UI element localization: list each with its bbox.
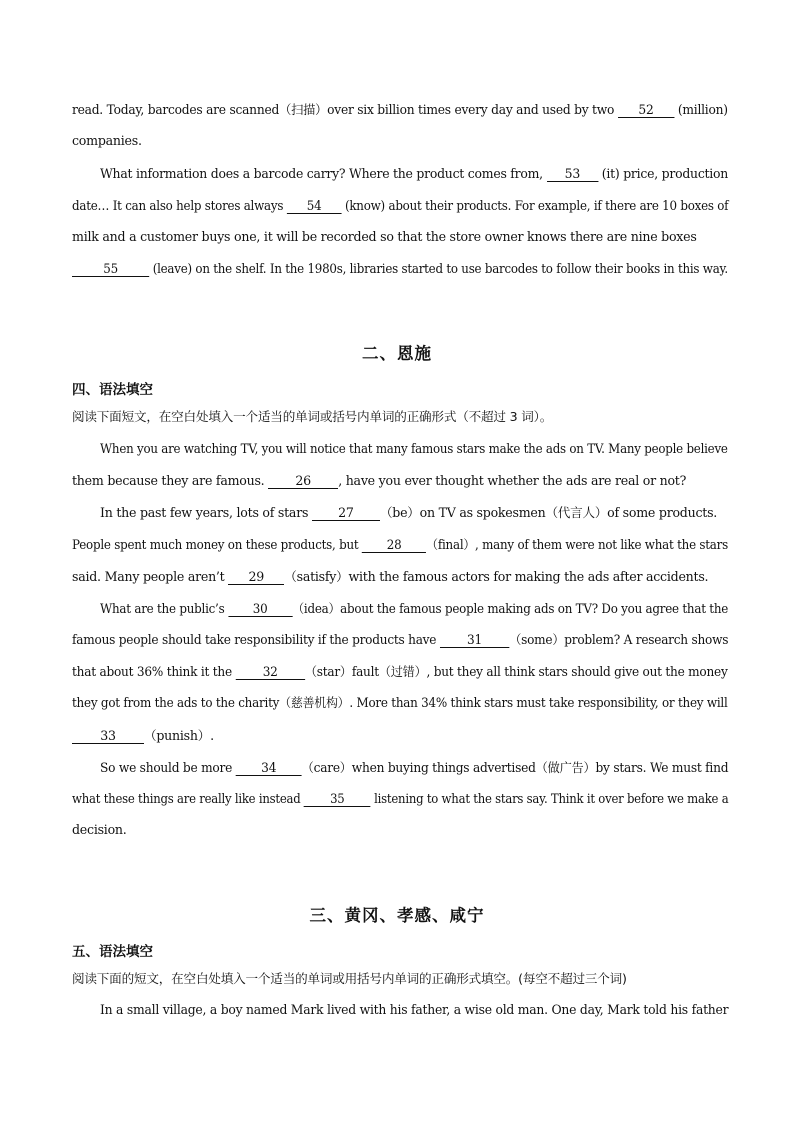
answer-blank-52[interactable]: 52 (618, 103, 674, 118)
answer-blank-34[interactable]: 34 (236, 761, 302, 776)
paragraph-line: What information does a barcode carry? Where the product comes from, 53 (it) price, production (100, 166, 729, 181)
paragraph-line: companies. (72, 133, 142, 148)
answer-blank-30[interactable]: 30 (228, 602, 292, 617)
instruction-text: 阅读下面短文，在空白处填入一个适当的单词或括号内单词的正确形式（不超过 3 词）。 (72, 409, 553, 424)
section-subtitle: 四、语法填空 (72, 382, 153, 398)
paragraph-line: In a small village, a boy named Mark lived with his father, a wise old man. One day, Mark told his father (100, 1002, 729, 1017)
paragraph-line: date… It can also help stores always 54 (know) about their products. For example, if there are 10 boxes of (72, 198, 729, 213)
answer-blank-27[interactable]: 27 (312, 506, 380, 521)
answer-blank-29[interactable]: 29 (228, 570, 284, 585)
paragraph-line: In the past few years, lots of stars 27 （be）on TV as spokesmen（代言人）of some products. (100, 505, 718, 520)
paragraph-line: famous people should take responsibility if the products have 31 （some）problem? A research shows (72, 632, 729, 647)
answer-blank-33[interactable]: 33 (72, 729, 144, 744)
section-title: 三、黄冈、孝感、咸宁 (309, 906, 485, 925)
answer-blank-31[interactable]: 31 (440, 633, 509, 648)
answer-blank-54[interactable]: 54 (287, 199, 342, 214)
answer-blank-32[interactable]: 32 (236, 665, 305, 680)
paragraph-line: they got from the ads to the charity（慈善机构）. More than 34% think stars must take responsibility, or they will (72, 695, 728, 710)
section-subtitle: 五、语法填空 (72, 944, 153, 960)
answer-blank-55[interactable]: 55 (72, 262, 149, 277)
answer-blank-35[interactable]: 35 (304, 792, 371, 807)
paragraph-line: read. Today, barcodes are scanned（扫描）over six billion times every day and used by two 52 (million) (72, 102, 728, 117)
paragraph-line: what these things are really like instead 35 listening to what the stars say. Think it over before we make a (72, 791, 729, 806)
paragraph-line: When you are watching TV, you will notice that many famous stars make the ads on TV. Many people believe (100, 441, 728, 456)
answer-blank-53[interactable]: 53 (547, 167, 598, 182)
paragraph-line: said. Many people aren’t 29 （satisfy）with the famous actors for making the ads after accidents. (72, 569, 709, 584)
paragraph-line: that about 36% think it the 32 （star）fault（过错）, but they all think stars should give out the money (72, 664, 728, 679)
answer-blank-26[interactable]: 26 (268, 474, 338, 489)
paragraph-line: People spent much money on these products, but 28 （final）, many of them were not like what the stars (72, 537, 728, 552)
instruction-text: 阅读下面的短文，在空白处填入一个适当的单词或用括号内单词的正确形式填空。(每空不超过三个词) (72, 971, 627, 986)
paragraph-line: milk and a customer buys one, it will be recorded so that the store owner knows there are nine boxes (72, 229, 697, 244)
paragraph-line: 33 （punish）. (72, 729, 214, 744)
paragraph-line: What are the public’s 30 （idea）about the famous people making ads on TV? Do you agree that the (100, 601, 729, 616)
paragraph-line: 55 (leave) on the shelf. In the 1980s, libraries started to use barcodes to follow their books in this way. (72, 262, 728, 277)
section-title: 二、恩施 (362, 344, 432, 363)
paragraph-line: decision. (72, 822, 127, 837)
answer-blank-28[interactable]: 28 (362, 538, 426, 553)
paragraph-line: them because they are famous. 26 , have you ever thought whether the ads are real or not? (72, 473, 687, 488)
paragraph-line: So we should be more 34 （care）when buying things advertised（做广告）by stars. We must find (100, 760, 729, 775)
